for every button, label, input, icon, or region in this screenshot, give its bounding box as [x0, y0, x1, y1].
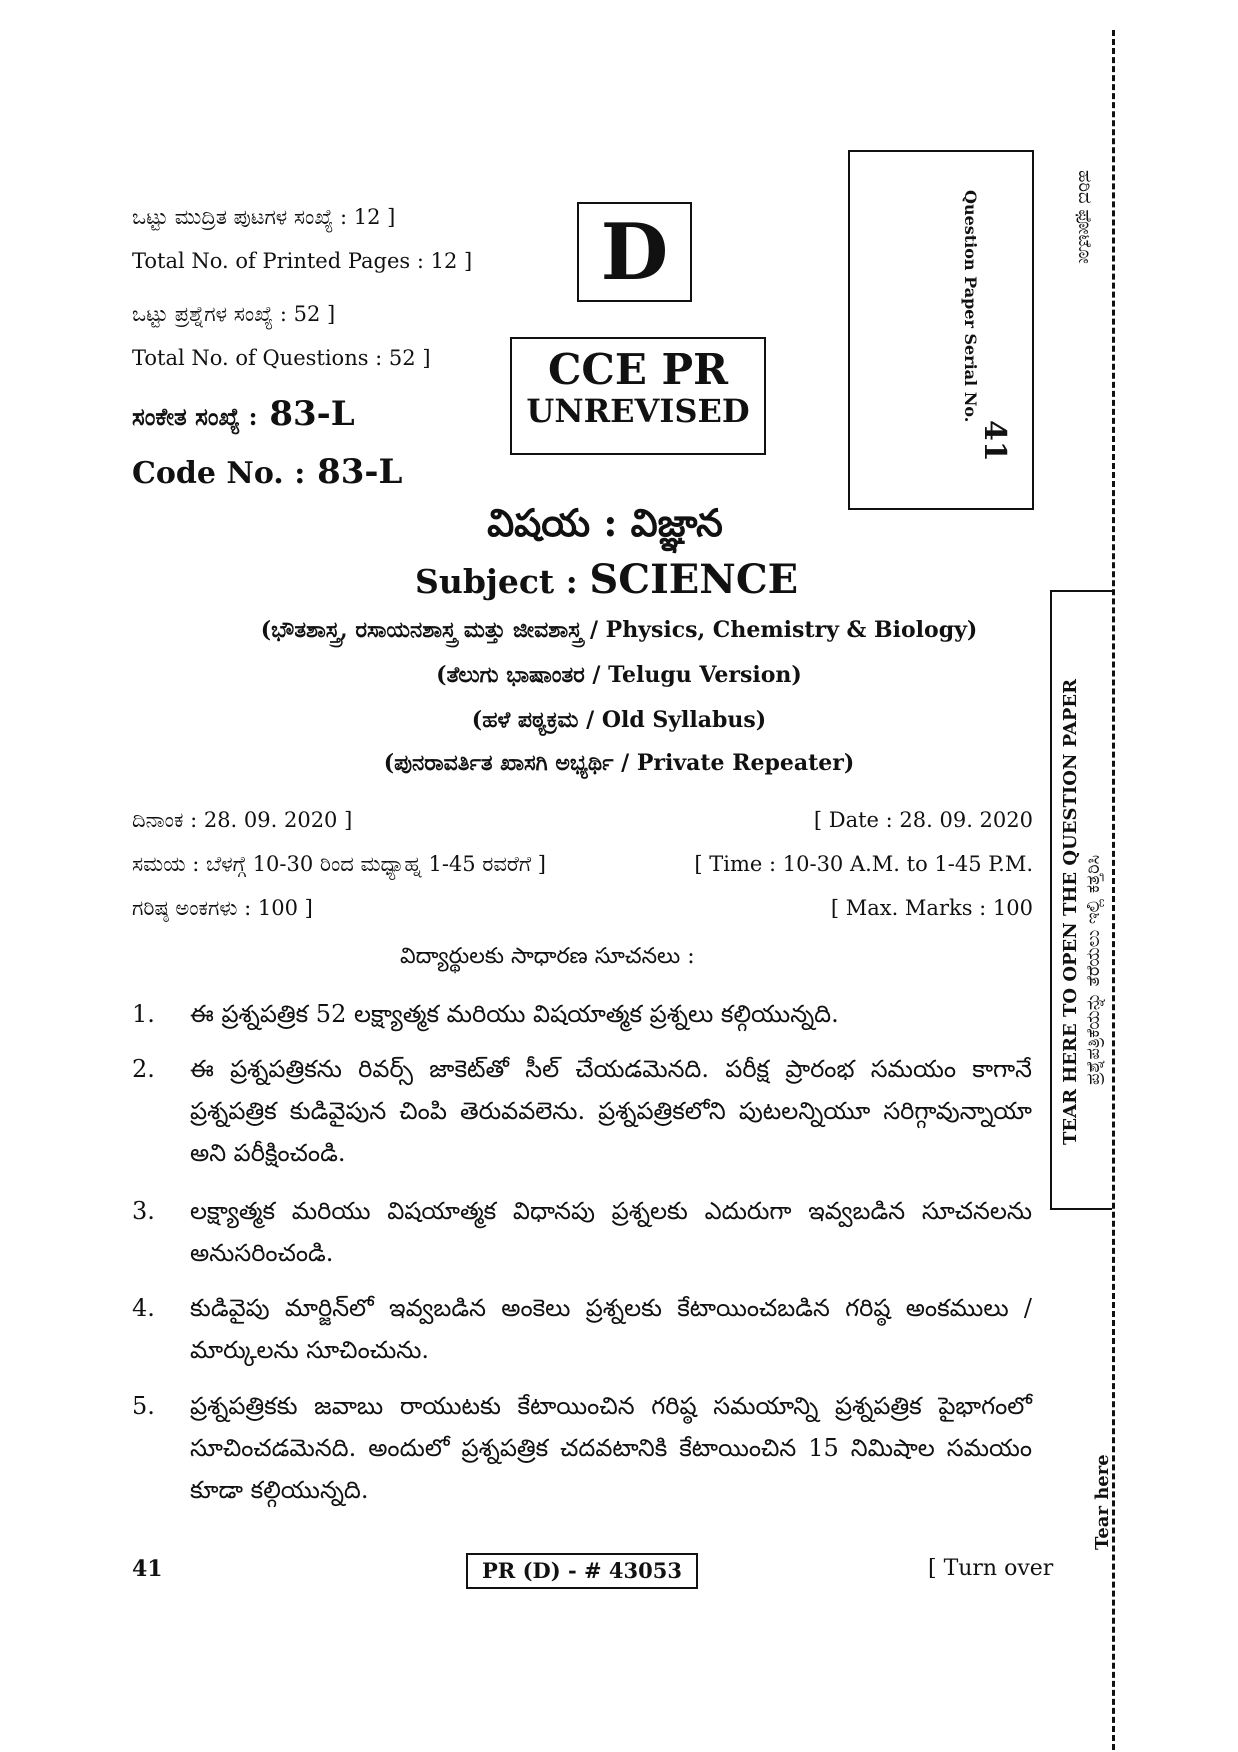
turn-over-label: [ Turn over	[928, 1556, 1054, 1581]
time-kannada: ಸಮಯ : ಬೆಳಗ್ಗೆ 10-30 ರಿಂದ ಮಧ್ಯಾಹ್ನ 1-45 ರವರೆಗೆ ]	[132, 852, 546, 876]
instruction-text: ప్రశ్నపత్రికకు జవాబు రాయుటకు కేటాయించిన గరిష్ఠ సమయాన్ని ప్రశ్నపత్రిక పైభాగంలో సూచించడమెనది. అందులో ప్రశ్నపత్రిక చదవటానికి కేటాయించిన 15 నిమిషాల సమయం కూడా కల్గియున్నది.	[190, 1392, 1032, 1504]
serial-number-value: 41	[977, 420, 1012, 462]
subject-line-1: (ಭೌತಶಾಸ್ತ್ರ, ರಸಾಯನಶಾಸ್ತ್ರ ಮತ್ತು ಜೀವಶಾಸ್ತ್ರ / Physics, Chemistry & Biology)	[260, 617, 978, 643]
instruction-number: 5.	[132, 1392, 155, 1420]
code-value-english: 83-L	[317, 452, 403, 492]
printed-pages-english: Total No. of Printed Pages : 12 ]	[132, 249, 473, 273]
subject-line-3: (ಹಳೆ ಪಠ್ಯಕ್ರಮ / Old Syllabus)	[471, 707, 767, 733]
instruction-item	[132, 1385, 1032, 1511]
instruction-number: 1.	[132, 1000, 155, 1028]
serial-number-label: Question Paper Serial No.	[961, 190, 980, 423]
tear-instruction-kannada: ಪ್ರಶ್ನೆಪತ್ರಿಕೆಯನ್ನು ತೆರೆಯಲು ಇಲ್ಲಿ ಕತ್ತರಿಸಿ	[1083, 854, 1104, 1085]
instruction-number: 3.	[132, 1197, 155, 1225]
instruction-number: 4.	[132, 1294, 155, 1322]
instruction-item	[132, 1048, 1032, 1174]
time-english: [ Time : 10-30 A.M. to 1-45 P.M.	[694, 852, 1033, 876]
code-number-english	[132, 452, 402, 492]
instruction-item	[132, 1190, 1032, 1274]
marks-kannada: ಗರಿಷ್ಠ ಅಂಕಗಳು : 100 ]	[132, 896, 313, 920]
subject-title-telugu: విషయ : విజ్ఞాన	[487, 500, 723, 545]
date-english: [ Date : 28. 09. 2020	[813, 808, 1033, 832]
tear-instruction-english: TEAR HERE TO OPEN THE QUESTION PAPER	[1060, 678, 1081, 1145]
cce-subtitle: UNREVISED	[526, 392, 750, 430]
code-label-english: Code No. :	[132, 456, 306, 491]
marks-english: [ Max. Marks : 100	[830, 896, 1033, 920]
instruction-text: ఈ ప్రశ్నపత్రిక 52 లక్ష్యాత్మక మరియు విషయాత్మక ప్రశ్నలు కల్గియున్నది.	[190, 1000, 839, 1028]
question-count-kannada: ಒಟ್ಟು ಪ್ರಶ್ನೆಗಳ ಸಂಖ್ಯೆ : 52 ]	[132, 302, 336, 326]
subject-line-2: (ತೆಲುಗು ಭಾಷಾಂತರ / Telugu Version)	[436, 662, 802, 688]
code-value-kannada: 83-L	[269, 394, 355, 434]
question-count-english: Total No. of Questions : 52 ]	[132, 346, 431, 370]
instruction-item	[132, 993, 1032, 1035]
subject-label: Subject :	[415, 562, 578, 601]
subject-value: SCIENCE	[589, 556, 799, 603]
instruction-item	[132, 1287, 1032, 1371]
top-vertical-kannada: ಹರಿದ ಫೋಟೋ	[1074, 170, 1095, 264]
version-box: D	[577, 202, 692, 302]
instruction-text: లక్ష్యాత్మక మరియు విషయాత్మక విధానపు ప్రశ్నలకు ఎదురుగా ఇవ్వబడిన సూచనలను అనుసరించండి.	[190, 1197, 1032, 1267]
instruction-text: కుడివైపు మార్జిన్‌లో ఇవ్వబడిన అంకెలు ప్రశ్నలకు కేటాయించబడిన గరిష్ఠ అంకములు / మార్కులను సూచించును.	[190, 1294, 1032, 1364]
paper-code-box: PR (D) - # 43053	[466, 1553, 698, 1589]
subject-title-english	[415, 556, 799, 603]
instruction-text: ఈ ప్రశ్నపత్రికను రివర్స్ జాకెట్‌తో సీల్ చేయడమెనది. పరీక్ష ప్రారంభ సమయం కాగానే ప్రశ్నపత్రిక కుడివైపున చింపి తెరువవలెను. ప్రశ్నపత్రికలోని పుటలన్నియూ సరిగ్గావున్నాయా అని పరీక్షించండి.	[190, 1055, 1032, 1167]
cce-title: CCE PR	[548, 345, 728, 394]
page-number: 41	[132, 1556, 163, 1582]
cce-box	[510, 337, 766, 455]
instruction-number: 2.	[132, 1055, 155, 1083]
printed-pages-kannada: ಒಟ್ಟು ಮುದ್ರಿತ ಪುಟಗಳ ಸಂಖ್ಯೆ : 12 ]	[132, 205, 396, 229]
subject-line-4: (ಪುನರಾವರ್ತಿತ ಖಾಸಗಿ ಅಭ್ಯರ್ಥಿ / Private Repeater)	[383, 750, 855, 776]
instructions-title: విద్యార్థులకు సాధారణ సూచనలు :	[400, 944, 695, 969]
tear-here-label: Tear here	[1092, 1454, 1113, 1550]
code-number-kannada	[132, 394, 355, 434]
date-kannada: ದಿನಾಂಕ : 28. 09. 2020 ]	[132, 808, 353, 832]
code-label-kannada: ಸಂಕೇತ ಸಂಖ್ಯೆ :	[132, 402, 258, 431]
